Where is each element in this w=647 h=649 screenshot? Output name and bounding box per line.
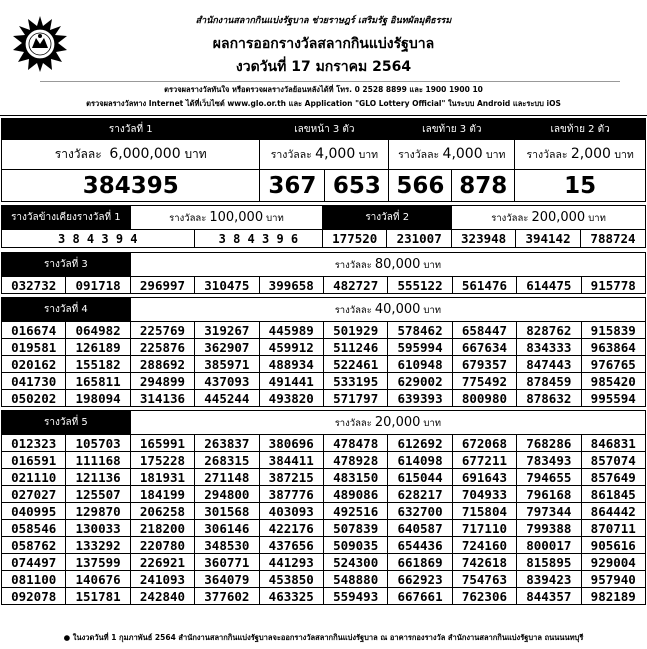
fourth-prize-number: 915839 (581, 322, 645, 339)
fifth-prize-number: 654436 (388, 537, 452, 554)
fifth-prize-number: 021110 (2, 469, 66, 486)
fifth-prize-number: 125507 (66, 486, 130, 503)
fourth-prize-number: 050202 (2, 390, 66, 407)
fifth-prize-number: 387215 (259, 469, 323, 486)
fifth-prize-number: 040995 (2, 503, 66, 520)
fifth-prize-number: 306146 (195, 520, 259, 537)
fourth-prize-number: 491441 (259, 373, 323, 390)
fifth-prize-number: 717110 (452, 520, 516, 537)
fourth-prize-number: 020162 (2, 356, 66, 373)
fifth-prize-number: 027027 (2, 486, 66, 503)
fifth-prize-number: 483150 (323, 469, 387, 486)
fifth-prize-row (2, 571, 646, 588)
third-prize-number: 296997 (130, 277, 194, 294)
fifth-prize-number: 384411 (259, 452, 323, 469)
near-first-amount: รางวัลละ 100,000 บาท (130, 206, 323, 230)
fifth-prize-number: 241093 (130, 571, 194, 588)
fifth-prize-number: 857074 (581, 452, 645, 469)
fourth-prize-number: 198094 (66, 390, 130, 407)
fifth-prize-number: 815895 (517, 554, 581, 571)
fifth-prize-number: 130033 (66, 520, 130, 537)
fifth-prize-number: 016591 (2, 452, 66, 469)
fifth-prize-number: 524300 (323, 554, 387, 571)
third-prize-number: 555122 (388, 277, 452, 294)
fourth-prize-number: 493820 (259, 390, 323, 407)
fourth-prize-number: 362907 (195, 339, 259, 356)
fifth-prize-number: 861845 (581, 486, 645, 503)
fifth-prize-number: 870711 (581, 520, 645, 537)
fourth-prize-number: 800980 (452, 390, 516, 407)
fifth-prize-number: 662923 (388, 571, 452, 588)
back3-number: 566 (389, 170, 452, 202)
fifth-prize-number: 507839 (323, 520, 387, 537)
back2-amount: รางวัลละ 2,000 บาท (515, 140, 646, 170)
fifth-prize-number: 661869 (388, 554, 452, 571)
fifth-prize-number: 220780 (130, 537, 194, 554)
fifth-prize-number: 133292 (66, 537, 130, 554)
fourth-prize-number: 459912 (259, 339, 323, 356)
fifth-prize-number: 794655 (517, 469, 581, 486)
divider (40, 81, 620, 82)
fifth-prize-number: 151781 (66, 588, 130, 605)
fourth-prize-number: 488934 (259, 356, 323, 373)
fifth-prize-number: 294800 (195, 486, 259, 503)
third-prize-number: 561476 (452, 277, 516, 294)
fourth-prize-number: 445989 (259, 322, 323, 339)
fifth-prize-number: 783493 (517, 452, 581, 469)
fourth-prize-number: 828762 (517, 322, 581, 339)
third-prize-number: 310475 (195, 277, 259, 294)
fifth-prize-number: 301568 (195, 503, 259, 520)
third-prize-number: 915778 (581, 277, 645, 294)
fourth-prize-row (2, 390, 646, 407)
back3-number: 878 (452, 170, 515, 202)
fourth-prize-number: 437093 (195, 373, 259, 390)
check-phone-note: ตรวจผลรางวัลทันใจ หรือตรวจผลรางวัลย้อนหลังได้ที่ โทร. 0 2528 8899 และ 1900 1900 10 (164, 85, 483, 94)
back2-number: 15 (515, 170, 646, 202)
second-prize-number: 394142 (516, 230, 581, 248)
fifth-prize-number: 271148 (195, 469, 259, 486)
fifth-prize-number: 463325 (259, 588, 323, 605)
second-prize-number: 231007 (387, 230, 452, 248)
fifth-prize-row (2, 588, 646, 605)
back2-header: เลขท้าย 2 ตัว (515, 119, 646, 140)
fifth-prize-number: 268315 (195, 452, 259, 469)
third-prize-number: 399658 (259, 277, 323, 294)
fifth-prize-number: 140676 (66, 571, 130, 588)
fifth-prize-number: 691643 (452, 469, 516, 486)
fourth-prize-number: 155182 (66, 356, 130, 373)
fifth-prize-number: 121136 (66, 469, 130, 486)
fifth-prize-number: 628217 (388, 486, 452, 503)
fifth-prize-number: 380696 (259, 435, 323, 452)
fifth-prize-number: 614098 (388, 452, 452, 469)
fifth-prize-number: 615044 (388, 469, 452, 486)
third-prize-table (1, 252, 646, 294)
fifth-prize-number: 137599 (66, 554, 130, 571)
fifth-prize-number: 715804 (452, 503, 516, 520)
fifth-prize-number: 364079 (195, 571, 259, 588)
fourth-prize-number: 629002 (388, 373, 452, 390)
fifth-prize-number: 839423 (517, 571, 581, 588)
fifth-prize-number: 800017 (517, 537, 581, 554)
fourth-prize-number: 667634 (452, 339, 516, 356)
org-line: สำนักงานสลากกินแบ่งรัฐบาล ช่วยราษฎร์ เสริมรัฐ อินทผัลมุติธรรม (195, 16, 452, 26)
third-prize-row (2, 277, 646, 294)
fourth-prize-number: 775492 (452, 373, 516, 390)
fifth-prize-row (2, 486, 646, 503)
fifth-prize-number: 478928 (323, 452, 387, 469)
fifth-prize-number: 377602 (195, 588, 259, 605)
fifth-prize-number: 348530 (195, 537, 259, 554)
fifth-prize-number: 111168 (66, 452, 130, 469)
fifth-prize-number: 181931 (130, 469, 194, 486)
fifth-prize-number: 360771 (195, 554, 259, 571)
fifth-prize-number: 105703 (66, 435, 130, 452)
fifth-prize-number: 387776 (259, 486, 323, 503)
fourth-prize-number: 878459 (517, 373, 581, 390)
footer-note: ● ในงวดวันที่ 1 กุมภาพันธ์ 2564 สำนักงานสลากกินแบ่งรัฐบาลจะออกรางวัลสลากกินแบ่งรัฐบาล ณ อาคารกองรางวัล สำนักงานสลากกินแบ่งรัฐบาล ถนนนนทบุรี (63, 633, 584, 642)
second-prize-number: 788724 (581, 230, 646, 248)
fifth-prize-number: 857649 (581, 469, 645, 486)
fifth-prize-number: 242840 (130, 588, 194, 605)
fourth-prize-number: 064982 (66, 322, 130, 339)
fourth-prize-row (2, 356, 646, 373)
fourth-prize-number: 385971 (195, 356, 259, 373)
fourth-prize-table (1, 297, 646, 407)
fifth-prize-row (2, 503, 646, 520)
second-prize-amount: รางวัลละ 200,000 บาท (452, 206, 646, 230)
fourth-prize-number: 834333 (517, 339, 581, 356)
fifth-prize-number: 058762 (2, 537, 66, 554)
fifth-prize-number: 478478 (323, 435, 387, 452)
front3-number: 653 (325, 170, 389, 202)
fifth-prize-number: 184199 (130, 486, 194, 503)
fourth-prize-number: 041730 (2, 373, 66, 390)
second-prize-number: 323948 (452, 230, 516, 248)
fifth-prize-number: 129870 (66, 503, 130, 520)
third-prize-amount: รางวัลละ 80,000 บาท (130, 253, 645, 277)
fourth-prize-number: 445244 (195, 390, 259, 407)
fourth-prize-row (2, 339, 646, 356)
first-prize-header: รางวัลที่ 1 (2, 119, 260, 140)
fourth-prize-number: 016674 (2, 322, 66, 339)
first-prize-number: 384395 (2, 170, 260, 202)
fourth-prize-number: 985420 (581, 373, 645, 390)
fifth-prize-number: 226921 (130, 554, 194, 571)
first-prize-amount: รางวัลละ 6,000,000 บาท (2, 140, 260, 170)
header (0, 0, 647, 116)
fourth-prize-number: 578462 (388, 322, 452, 339)
fifth-prize-number: 437656 (259, 537, 323, 554)
second-prize-header: รางวัลที่ 2 (323, 206, 452, 230)
fifth-prize-number: 218200 (130, 520, 194, 537)
fourth-prize-amount: รางวัลละ 40,000 บาท (130, 298, 645, 322)
fifth-prize-table (1, 410, 646, 605)
fifth-prize-number: 844357 (517, 588, 581, 605)
fourth-prize-number: 126189 (66, 339, 130, 356)
third-prize-number: 614475 (517, 277, 581, 294)
fourth-prize-number: 571797 (323, 390, 387, 407)
fifth-prize-row (2, 435, 646, 452)
fourth-prize-number: 522461 (323, 356, 387, 373)
fourth-prize-number: 019581 (2, 339, 66, 356)
fourth-prize-number: 847443 (517, 356, 581, 373)
fifth-prize-number: 632700 (388, 503, 452, 520)
fifth-prize-number: 058546 (2, 520, 66, 537)
fifth-prize-row (2, 452, 646, 469)
near-first-number: 3 8 4 3 9 4 (2, 230, 195, 248)
fourth-prize-number: 294899 (130, 373, 194, 390)
fourth-prize-number: 501929 (323, 322, 387, 339)
fourth-prize-number: 610948 (388, 356, 452, 373)
fourth-prize-number: 511246 (323, 339, 387, 356)
fifth-prize-number: 081100 (2, 571, 66, 588)
fifth-prize-number: 677211 (452, 452, 516, 469)
third-prize-number: 482727 (323, 277, 387, 294)
fourth-prize-number: 225769 (130, 322, 194, 339)
fifth-prize-number: 797344 (517, 503, 581, 520)
fifth-prize-number: 492516 (323, 503, 387, 520)
fifth-prize-number: 667661 (388, 588, 452, 605)
fifth-prize-number: 489086 (323, 486, 387, 503)
fifth-prize-number: 453850 (259, 571, 323, 588)
near-second-table (1, 205, 646, 248)
fifth-prize-number: 799388 (517, 520, 581, 537)
fifth-prize-row (2, 537, 646, 554)
fifth-prize-number: 929004 (581, 554, 645, 571)
fifth-prize-number: 768286 (517, 435, 581, 452)
fourth-prize-number: 225876 (130, 339, 194, 356)
fifth-prize-number: 846831 (581, 435, 645, 452)
third-prize-number: 091718 (66, 277, 130, 294)
fifth-prize-number: 165991 (130, 435, 194, 452)
draw-date: งวดวันที่ 17 มกราคม 2564 (235, 59, 412, 75)
fifth-prize-header: รางวัลที่ 5 (2, 411, 131, 435)
fifth-prize-number: 905616 (581, 537, 645, 554)
fourth-prize-number: 639393 (388, 390, 452, 407)
fifth-prize-number: 742618 (452, 554, 516, 571)
second-prize-number: 177520 (323, 230, 387, 248)
front3-amount: รางวัลละ 4,000 บาท (260, 140, 389, 170)
fifth-prize-number: 672068 (452, 435, 516, 452)
fourth-prize-number: 679357 (452, 356, 516, 373)
third-prize-number: 032732 (2, 277, 66, 294)
fourth-prize-number: 976765 (581, 356, 645, 373)
fourth-prize-number: 595994 (388, 339, 452, 356)
fifth-prize-number: 704933 (452, 486, 516, 503)
fifth-prize-number: 206258 (130, 503, 194, 520)
fifth-prize-number: 422176 (259, 520, 323, 537)
fourth-prize-number: 995594 (581, 390, 645, 407)
fifth-prize-number: 724160 (452, 537, 516, 554)
fourth-prize-number: 165811 (66, 373, 130, 390)
fifth-prize-number: 640587 (388, 520, 452, 537)
fifth-prize-amount: รางวัลละ 20,000 บาท (130, 411, 645, 435)
fifth-prize-number: 612692 (388, 435, 452, 452)
check-web-note: ตรวจผลรางวัลทาง Internet ได้ที่เว็บไซต์ www.glo.or.th และ Application "GLO Lottery Official" ในระบบ Android และระบบ iOS (86, 99, 561, 108)
front3-header: เลขหน้า 3 ตัว (260, 119, 389, 140)
fourth-prize-number: 878632 (517, 390, 581, 407)
fifth-prize-number: 754763 (452, 571, 516, 588)
back3-header: เลขท้าย 3 ตัว (389, 119, 515, 140)
fifth-prize-number: 092078 (2, 588, 66, 605)
fourth-prize-number: 319267 (195, 322, 259, 339)
fifth-prize-number: 548880 (323, 571, 387, 588)
top-prizes-table (1, 118, 646, 202)
fifth-prize-number: 864442 (581, 503, 645, 520)
fifth-prize-number: 074497 (2, 554, 66, 571)
front3-number: 367 (260, 170, 325, 202)
fifth-prize-number: 509035 (323, 537, 387, 554)
fifth-prize-number: 403093 (259, 503, 323, 520)
fifth-prize-row (2, 520, 646, 537)
fifth-prize-row (2, 469, 646, 486)
back3-amount: รางวัลละ 4,000 บาท (389, 140, 515, 170)
page-title: ผลการออกรางวัลสลากกินแบ่งรัฐบาล (212, 36, 435, 52)
fourth-prize-number: 963864 (581, 339, 645, 356)
fifth-prize-number: 957940 (581, 571, 645, 588)
fifth-prize-number: 982189 (581, 588, 645, 605)
fourth-prize-row (2, 322, 646, 339)
third-prize-header: รางวัลที่ 3 (2, 253, 131, 277)
fourth-prize-header: รางวัลที่ 4 (2, 298, 131, 322)
fifth-prize-row (2, 554, 646, 571)
fourth-prize-number: 658447 (452, 322, 516, 339)
fourth-prize-number: 288692 (130, 356, 194, 373)
fourth-prize-row (2, 373, 646, 390)
fifth-prize-number: 263837 (195, 435, 259, 452)
fourth-prize-number: 533195 (323, 373, 387, 390)
fifth-prize-number: 441293 (259, 554, 323, 571)
fourth-prize-number: 314136 (130, 390, 194, 407)
fifth-prize-number: 175228 (130, 452, 194, 469)
near-first-header: รางวัลข้างเคียงรางวัลที่ 1 (2, 206, 131, 230)
fifth-prize-number: 762306 (452, 588, 516, 605)
near-first-number: 3 8 4 3 9 6 (194, 230, 323, 248)
fifth-prize-number: 796168 (517, 486, 581, 503)
fifth-prize-number: 559493 (323, 588, 387, 605)
fifth-prize-number: 012323 (2, 435, 66, 452)
